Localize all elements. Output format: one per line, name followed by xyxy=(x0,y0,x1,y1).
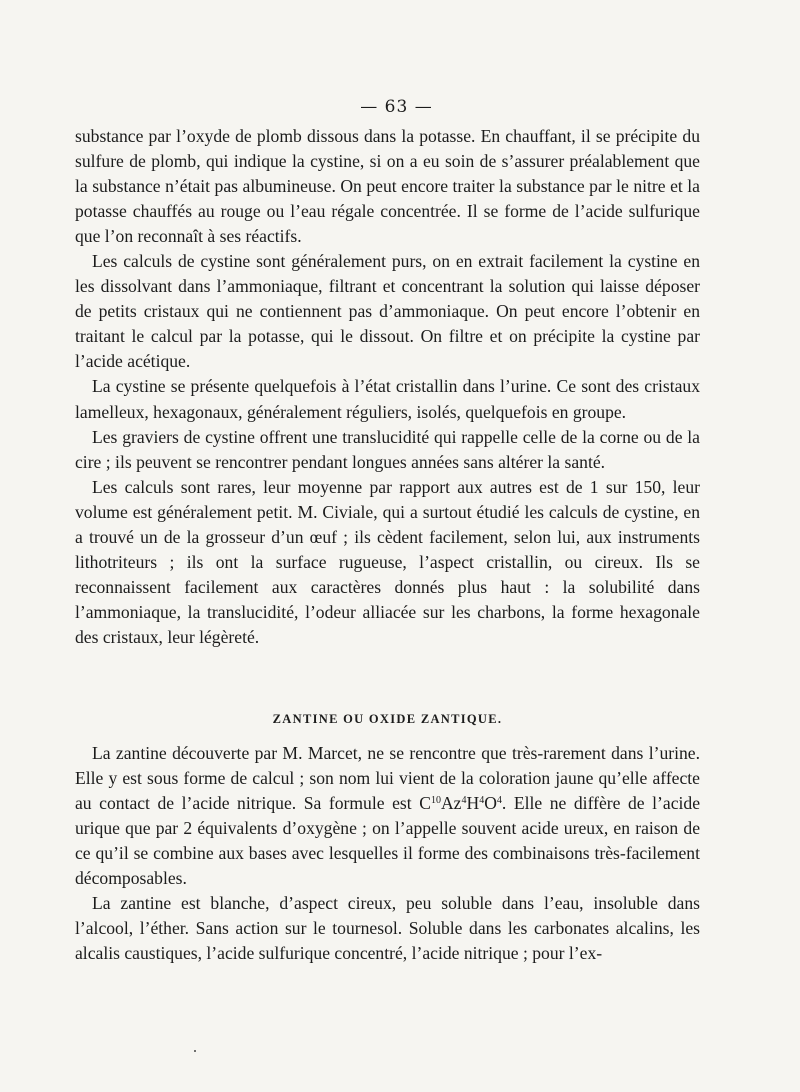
paragraph-continuation: substance par l’oxyde de plomb dissous dans la potasse. En chauffant, il se précipite du sulfure de plomb, qui indique la cystine, si on a eu soin de s’assurer préalablement que la substance n’était pas albumineuse. On peut encore traiter la substance par le nitre et la potasse chauffés au rouge ou l’eau régale concentrée. Il se forme de l’acide sulfurique que l’on reconnaît à ses réactifs. xyxy=(75,126,700,247)
zantine-intro-text: La zantine découverte par M. Marcet, ne se rencontre que très-rarement dans l’urine. Elle y est sous forme de calcul ; son nom lui vient de la coloration jaune qu’elle affecte au contact de l’acide nitrique. Sa formule est xyxy=(75,742,700,814)
section-body-text xyxy=(75,741,700,966)
paragraph-calculi-rarity: Les calculs sont rares, leur moyenne par rapport aux autres est de 1 sur 150, leur volume est généralement petit. M. Civiale, qui a surtout étudié les calculs de cystine, en a trouvé un de la grosseur d’un œuf ; ils cèdent facilement, selon lui, aux instruments lithotriteurs ; ils ont la surface rugueuse, l’aspect cristallin, ou cireux. Ils se reconnaissent facilement aux caractères donnés plus haut : la solubilité dans l’ammoniaque, la translucidité, l’odeur alliacée sur les charbons, la forme hexagonale des cristaux, leur légèreté. xyxy=(75,476,700,647)
paragraph-cystine-gravel: Les graviers de cystine offrent une translucidité qui rappelle celle de la corne ou de la cire ; ils peuvent se rencontrer pendant longues années sans altérer la santé. xyxy=(75,426,700,472)
paragraph-cystine-crystals: La cystine se présente quelquefois à l’état cristallin dans l’urine. Ce sont des cristaux lamelleux, hexagonaux, généralement réguliers, isolés, quelquefois en groupe. xyxy=(75,376,700,422)
paragraph-cystine-extraction: Les calculs de cystine sont généralement purs, on en extrait facilement la cystine en les dissolvant dans l’ammoniaque, filtrant et concentrant la solution qui laisse déposer de petits cristaux qui ne contiennent pas d’ammoniaque. On peut encore l’obtenir en traitant le calcul par la potasse, qui le dissout. On filtre et on précipite la cystine par l’acide acétique. xyxy=(75,251,700,372)
body-text xyxy=(75,124,700,650)
zantine-intro-continuation: . Elle ne diffère de l’acide urique que par 2 équivalents d’oxygène ; on l’appelle souvent acide ureux, en raison de ce qu’il se combine aux bases avec lesquelles il forme des combinaisons très-facilement décomposables. xyxy=(75,793,701,889)
chemical-formula: $C^{10}Az^4H^4O^4$ xyxy=(419,793,502,814)
paragraph-zantine-intro xyxy=(75,741,700,891)
page-number: — 63 — xyxy=(360,97,433,117)
section-heading: ZANTINE OU OXIDE ZANTIQUE. xyxy=(272,711,503,726)
ink-speck xyxy=(194,1050,196,1052)
paragraph-zantine-properties: La zantine est blanche, d’aspect cireux, peu soluble dans l’eau, insoluble dans l’alcool, l’éther. Sans action sur le tournesol. Soluble dans les carbonates alcalins, les alcalis caustiques, l’acide sulfurique concentré, l’acide nitrique ; pour l’ex- xyxy=(75,893,700,964)
